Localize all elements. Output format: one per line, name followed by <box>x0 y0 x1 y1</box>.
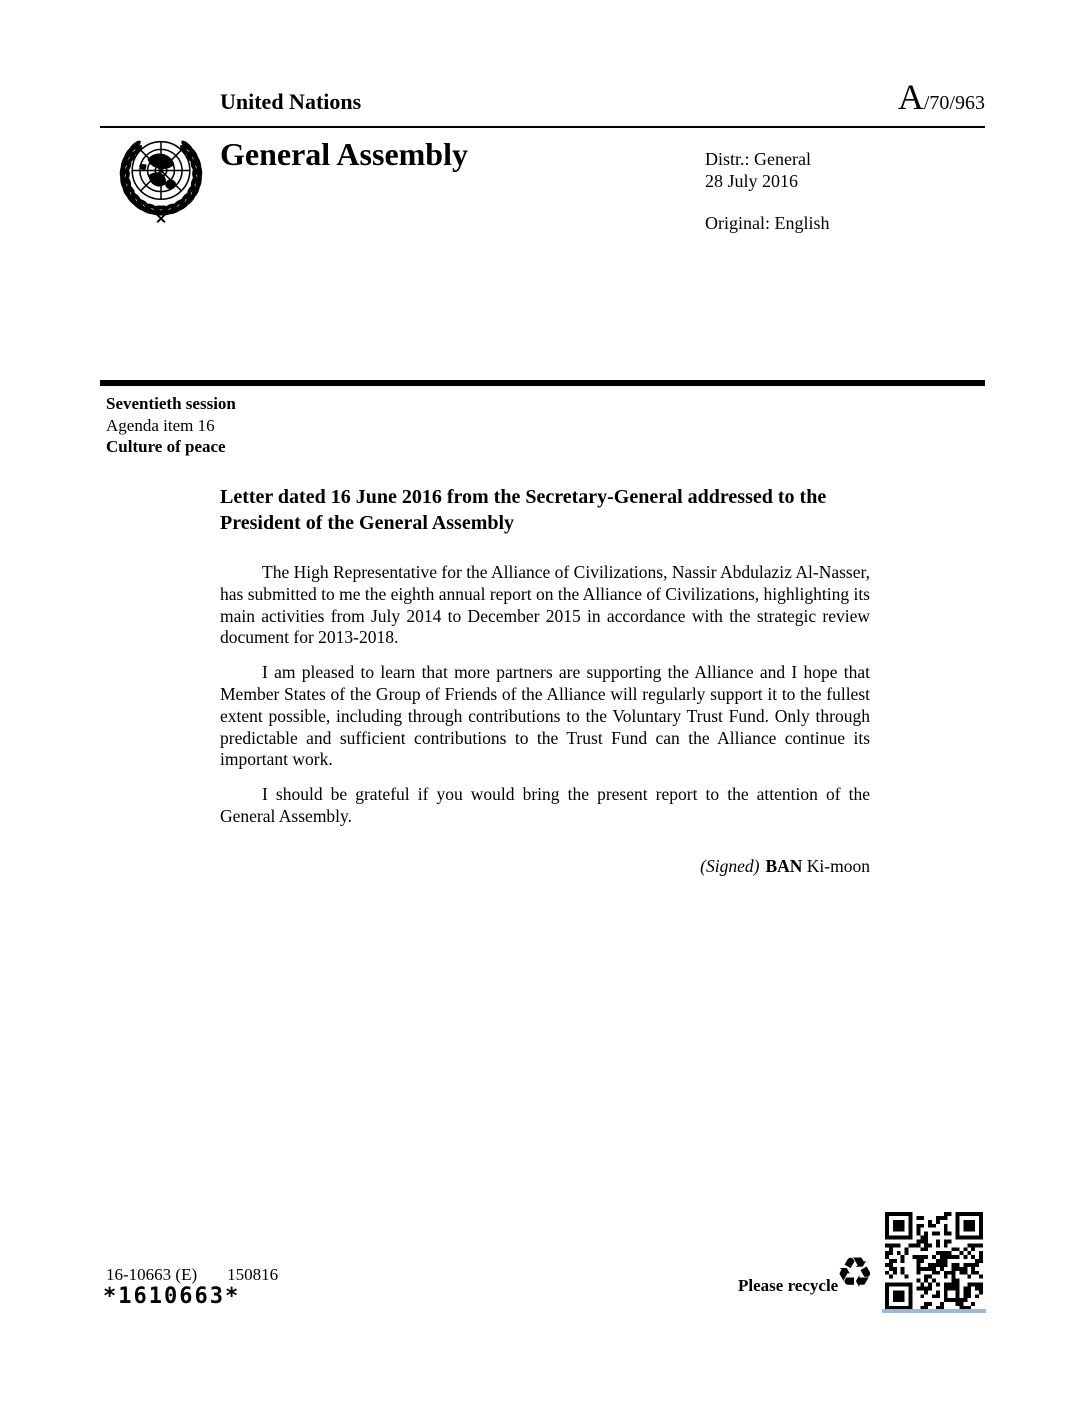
footer-doc-number <box>106 1265 278 1285</box>
barcode-text: *1610663* <box>103 1284 241 1309</box>
signer-given-name: Ki-moon <box>806 855 870 876</box>
letter-paragraph: I am pleased to learn that more partners are supporting the Alliance and I hope that Member States of the Group of Friends of the Alliance will regularly support it to the fullest extent possible, including through contributions to the Voluntary Trust Fund. Only through predictable and sufficient contributions to the Trust Fund can the Alliance continue its important work. <box>220 662 870 770</box>
letter-paragraph: I should be grateful if you would bring the present report to the attention of the General Assembly. <box>220 784 870 826</box>
document-symbol-letter: A <box>897 77 924 117</box>
agenda-item-line: Agenda item 16 <box>106 415 215 435</box>
recycle-icon: ♻ <box>836 1248 874 1297</box>
qr-code-icon <box>882 1212 986 1310</box>
signature-line <box>220 856 870 877</box>
original-language-line: Original: English <box>705 213 830 233</box>
body-name-title: General Assembly <box>220 136 468 172</box>
header-divider <box>100 126 985 128</box>
please-recycle-label: Please recycle <box>738 1276 839 1295</box>
letter-title: Letter dated 16 June 2016 from the Secretary-General addressed to the President of the General Assembly <box>220 486 827 534</box>
qr-underline <box>882 1309 986 1313</box>
signer-surname: BAN <box>765 855 803 876</box>
document-symbol <box>898 78 985 122</box>
session-block <box>106 393 236 458</box>
session-divider-bar <box>100 380 985 386</box>
letter-paragraph: The High Representative for the Alliance of Civilizations, Nassir Abdulaziz Al-Nasser, has submitted to me the eighth annual report on the Alliance of Civilizations, highlighting its main activities from July 2014 to December 2015 in accordance with the strategic review document for 2013-2018. <box>220 562 870 648</box>
date-line: 28 July 2016 <box>705 171 799 191</box>
doc-number: 16-10663 (E) <box>106 1265 198 1284</box>
org-name: United Nations <box>220 89 362 114</box>
distr-line: Distr.: General <box>705 149 811 169</box>
un-emblem-icon <box>112 134 210 230</box>
doc-date-code: 150816 <box>227 1265 279 1284</box>
letter-body <box>220 484 870 877</box>
session-line: Seventieth session <box>106 394 236 413</box>
document-symbol-rest: /70/963 <box>923 92 985 114</box>
document-meta <box>705 148 830 234</box>
agenda-title-line: Culture of peace <box>106 437 226 456</box>
signed-label: (Signed) <box>700 855 760 876</box>
